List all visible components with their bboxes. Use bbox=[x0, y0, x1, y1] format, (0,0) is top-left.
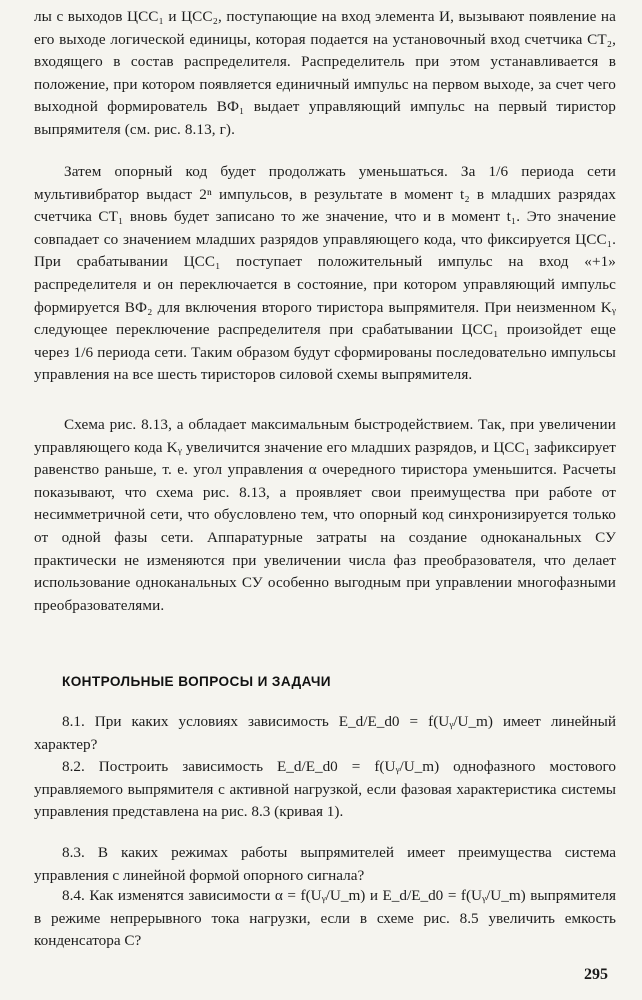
question-text: 8.2. Построить зависимость E_d/E_d0 = f(Uᵧ/U_m) однофазного мостового управляемого выпрямителя с активной нагрузкой, если фазовая характеристика системы управления представлена на рис. 8.3 (кривая 1). bbox=[34, 758, 616, 821]
paragraph-text: Затем опорный код будет продолжать уменьшаться. За 1/6 периода сети мультивибратор выдаст 2ⁿ импульсов, в результате в момент t₂ в младших разрядах счетчика CT₁ вновь будет записано то же значение, что и в момент t₁. Это значение совпадает со значением младших разрядов управляющего кода, что фиксируется ЦСС₁. При срабатывании ЦСС₁ поступает положительный импульс на вход «+1» распределителя и он переключается в состояние, при котором управляющий импульс формируется ВФ₂ для включения второго тиристора выпрямителя. При неизменном Kᵧ следующее переключение распределителя при срабатывании ЦСС₁ произойдет еще через 1/6 периода сети. Таким образом будут сформированы последовательно импульсы управления на все шесть тиристоров силовой схемы выпрямителя. bbox=[34, 163, 616, 384]
paragraph-text: Схема рис. 8.13, а обладает максимальным быстродействием. Так, при увеличении управляющего кода Kᵧ увеличится значение его младших разрядов, и ЦСС₁ зафиксирует равенство раньше, т. е. угол управления α очередного тиристора уменьшится. Расчеты показывают, что схема рис. 8.13, а проявляет свои преимущества при работе от несимметричной сети, что обусловлено тем, что опорный код синхронизируется только от одной фазы сети. Аппаратурные затраты на создание одноканальных СУ практически не изменяются при увеличении числа фаз преобразователя, что делает использование одноканальных СУ особенно выгодным при управлении многофазными преобразователями. bbox=[34, 416, 616, 614]
question-8-4 bbox=[34, 885, 616, 953]
question-text: 8.3. В каких режимах работы выпрямителей имеет преимущества система управления с линейной формой опорного сигнала? bbox=[34, 844, 616, 884]
question-8-2 bbox=[34, 756, 616, 824]
paragraph-bystrodeistvie bbox=[34, 414, 616, 617]
question-text: 8.1. При каких условиях зависимость E_d/E_d0 = f(Uᵧ/U_m) имеет линейный характер? bbox=[34, 713, 616, 753]
paragraph-opornyi-kod bbox=[34, 161, 616, 387]
section-heading: КОНТРОЛЬНЫЕ ВОПРОСЫ И ЗАДАЧИ bbox=[62, 674, 331, 689]
paragraph-continuation bbox=[34, 6, 616, 142]
question-text: 8.4. Как изменятся зависимости α = f(Uᵧ/U_m) и E_d/E_d0 = f(Uᵧ/U_m) выпрямителя в режиме непрерывного тока нагрузки, если в схеме рис. 8.5 увеличить емкость конденсатора C? bbox=[34, 887, 616, 950]
paragraph-text: лы с выходов ЦСС₁ и ЦСС₂, поступающие на вход элемента И, вызывают появление на его выходе логической единицы, которая подается на установочный вход счетчика CT₂, входящего в состав распределителя. Распределитель при этом устанавливается в положение, при котором появляется единичный импульс на первом выходе, за счет чего выходной формирователь ВФ₁ выдает управляющий импульс на первый тиристор выпрямителя (см. рис. 8.13, г). bbox=[34, 8, 616, 138]
question-8-1 bbox=[34, 711, 616, 756]
page-number: 295 bbox=[584, 966, 608, 983]
question-8-3 bbox=[34, 842, 616, 887]
